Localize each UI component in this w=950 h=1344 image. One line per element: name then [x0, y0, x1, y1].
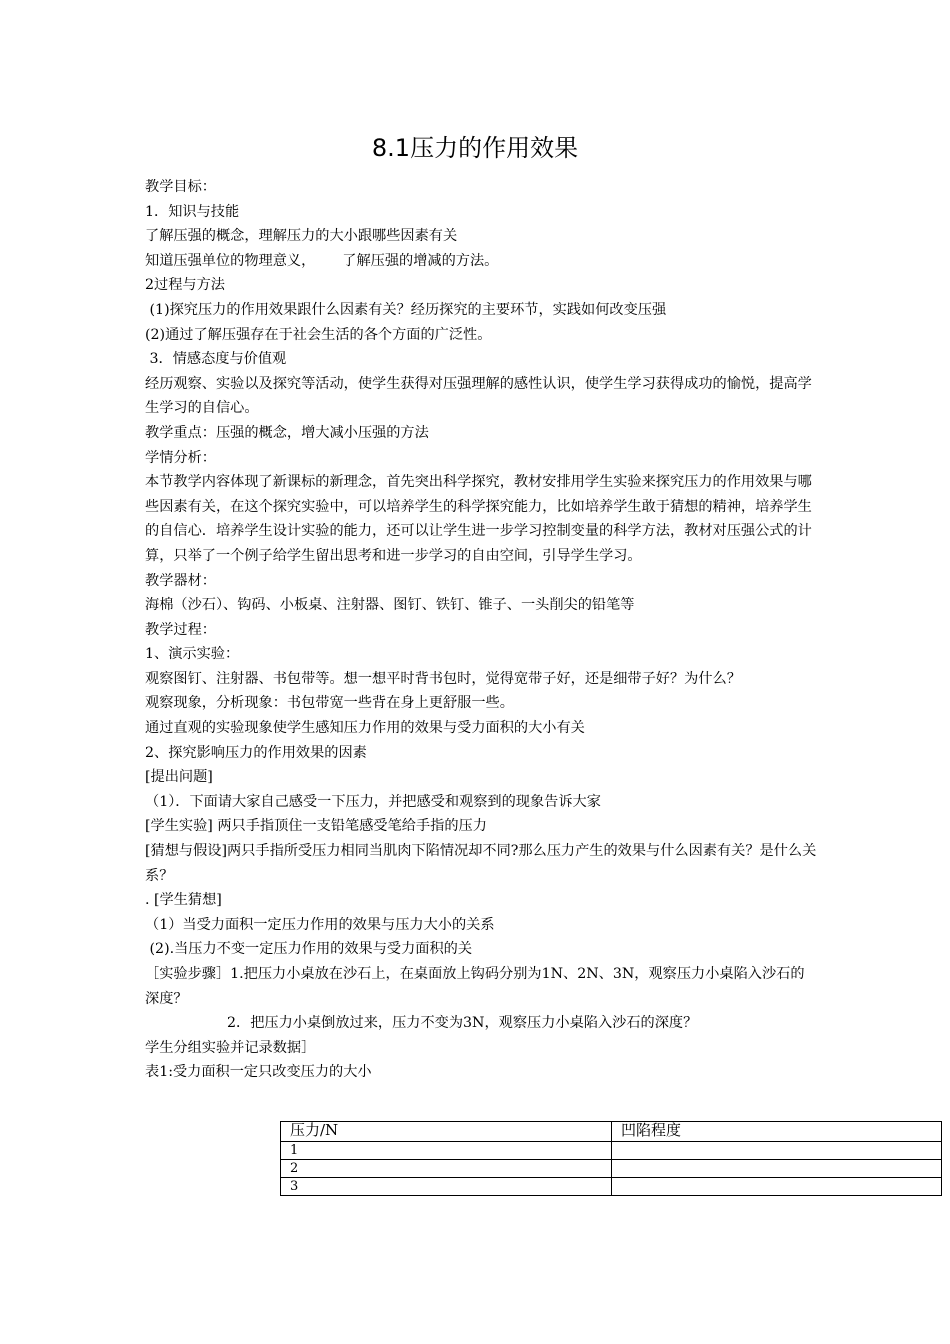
- paragraph: 教学过程：: [145, 621, 216, 638]
- paragraph: 学生分组实验并记录数据］: [145, 1039, 316, 1056]
- document-body: [145, 175, 817, 1085]
- table-cell: 1: [281, 1142, 612, 1160]
- paragraph: 2．把压力小桌倒放过来，压力不变为3N，观察压力小桌陷入沙石的深度？: [227, 1015, 698, 1032]
- table-header-row: [281, 1122, 942, 1142]
- paragraph: 教学重点：压强的概念，增大减小压强的方法: [145, 424, 429, 441]
- table-row: [281, 1160, 942, 1178]
- paragraph: (1)探究压力的作用效果跟什么因素有关？经历探究的主要环节，实践如何改变压强: [145, 301, 667, 318]
- paragraph: （1）．下面请大家自己感受一下压力，并把感受和观察到的现象告诉大家: [145, 793, 601, 810]
- paragraph: 观察现象，分析现象：书包带宽一些背在身上更舒服一些。: [145, 695, 514, 712]
- table-header-cell: 凹陷程度: [612, 1122, 942, 1142]
- paragraph: . [学生猜想]: [145, 892, 222, 909]
- paragraph: 学情分析：: [145, 449, 216, 466]
- table-header-cell: 压力/N: [281, 1122, 612, 1142]
- table-cell: 2: [281, 1160, 612, 1178]
- table-cell: [612, 1160, 942, 1178]
- table-row: [281, 1178, 942, 1196]
- paragraph: 3．情感态度与价值观: [145, 351, 287, 368]
- paragraph: 2过程与方法: [145, 277, 225, 294]
- paragraph: 本节教学内容体现了新课标的新理念，首先突出科学探究，教材安排用学生实验来探究压力的作用效果与哪些因素有关，在这个探究实验中，可以培养学生的科学探究能力，比如培养学生敢于猜想的精神，培养学生的自信心．培养学生设计实验的能力，还可以让学生进一步学习控制变量的科学方法，教材对压强公式的计算，只举了一个例子给学生留出思考和进一步学习的自由空间，引导学生学习。: [145, 474, 812, 564]
- paragraph: (2).当压力不变一定压力作用的效果与受力面积的关: [145, 941, 473, 958]
- paragraph: 2、探究影响压力的作用效果的因素: [145, 744, 367, 761]
- paragraph: 1、演示实验：: [145, 646, 240, 663]
- data-table: [280, 1121, 942, 1196]
- paragraph: 经历观察、实验以及探究等活动，使学生获得对压强理解的感性认识，使学生学习获得成功的愉悦，提高学生学习的自信心。: [145, 375, 812, 417]
- paragraph: [提出问题]: [145, 769, 213, 786]
- table-cell: [612, 1142, 942, 1160]
- paragraph: 了解压强的概念，理解压力的大小跟哪些因素有关: [145, 228, 458, 245]
- page-title: 8.1压力的作用效果: [371, 134, 579, 162]
- paragraph: (2)通过了解压强存在于社会生活的各个方面的广泛性。: [145, 326, 492, 343]
- table-row: [281, 1142, 942, 1160]
- paragraph: ［实验步骤］1.把压力小桌放在沙石上，在桌面放上钩码分别为1N、2N、3N，观察压力小桌陷入沙石的深度？: [145, 966, 805, 1007]
- paragraph: 表1:受力面积一定只改变压力的大小: [145, 1064, 372, 1081]
- paragraph: 通过直观的实验现象使学生感知压力作用的效果与受力面积的大小有关: [145, 720, 585, 737]
- paragraph: 教学目标：: [145, 179, 216, 195]
- paragraph: 海棉（沙石）、钩码、小板桌、注射器、图钉、铁钉、锥子、一头削尖的铅笔等: [145, 597, 635, 614]
- paragraph: 1．知识与技能: [145, 203, 240, 220]
- paragraph: （1）当受力面积一定压力作用的效果与压力大小的关系: [145, 916, 495, 933]
- paragraph: 观察图钉、注射器、书包带等。想一想平时背书包时，觉得宽带子好，还是细带子好？为什么？: [145, 670, 741, 687]
- table-cell: [612, 1178, 942, 1196]
- table-cell: 3: [281, 1178, 612, 1196]
- paragraph: [猜想与假设]两只手指所受压力相同当肌肉下陷情况却不同?那么压力产生的效果与什么因素有关？是什么关系？: [145, 843, 817, 884]
- paragraph: 知道压强单位的物理意义， 了解压强的增减的方法。: [145, 252, 499, 269]
- paragraph: [学生实验] 两只手指顶住一支铅笔感受笔给手指的压力: [145, 818, 487, 835]
- paragraph: 教学器材：: [145, 572, 216, 589]
